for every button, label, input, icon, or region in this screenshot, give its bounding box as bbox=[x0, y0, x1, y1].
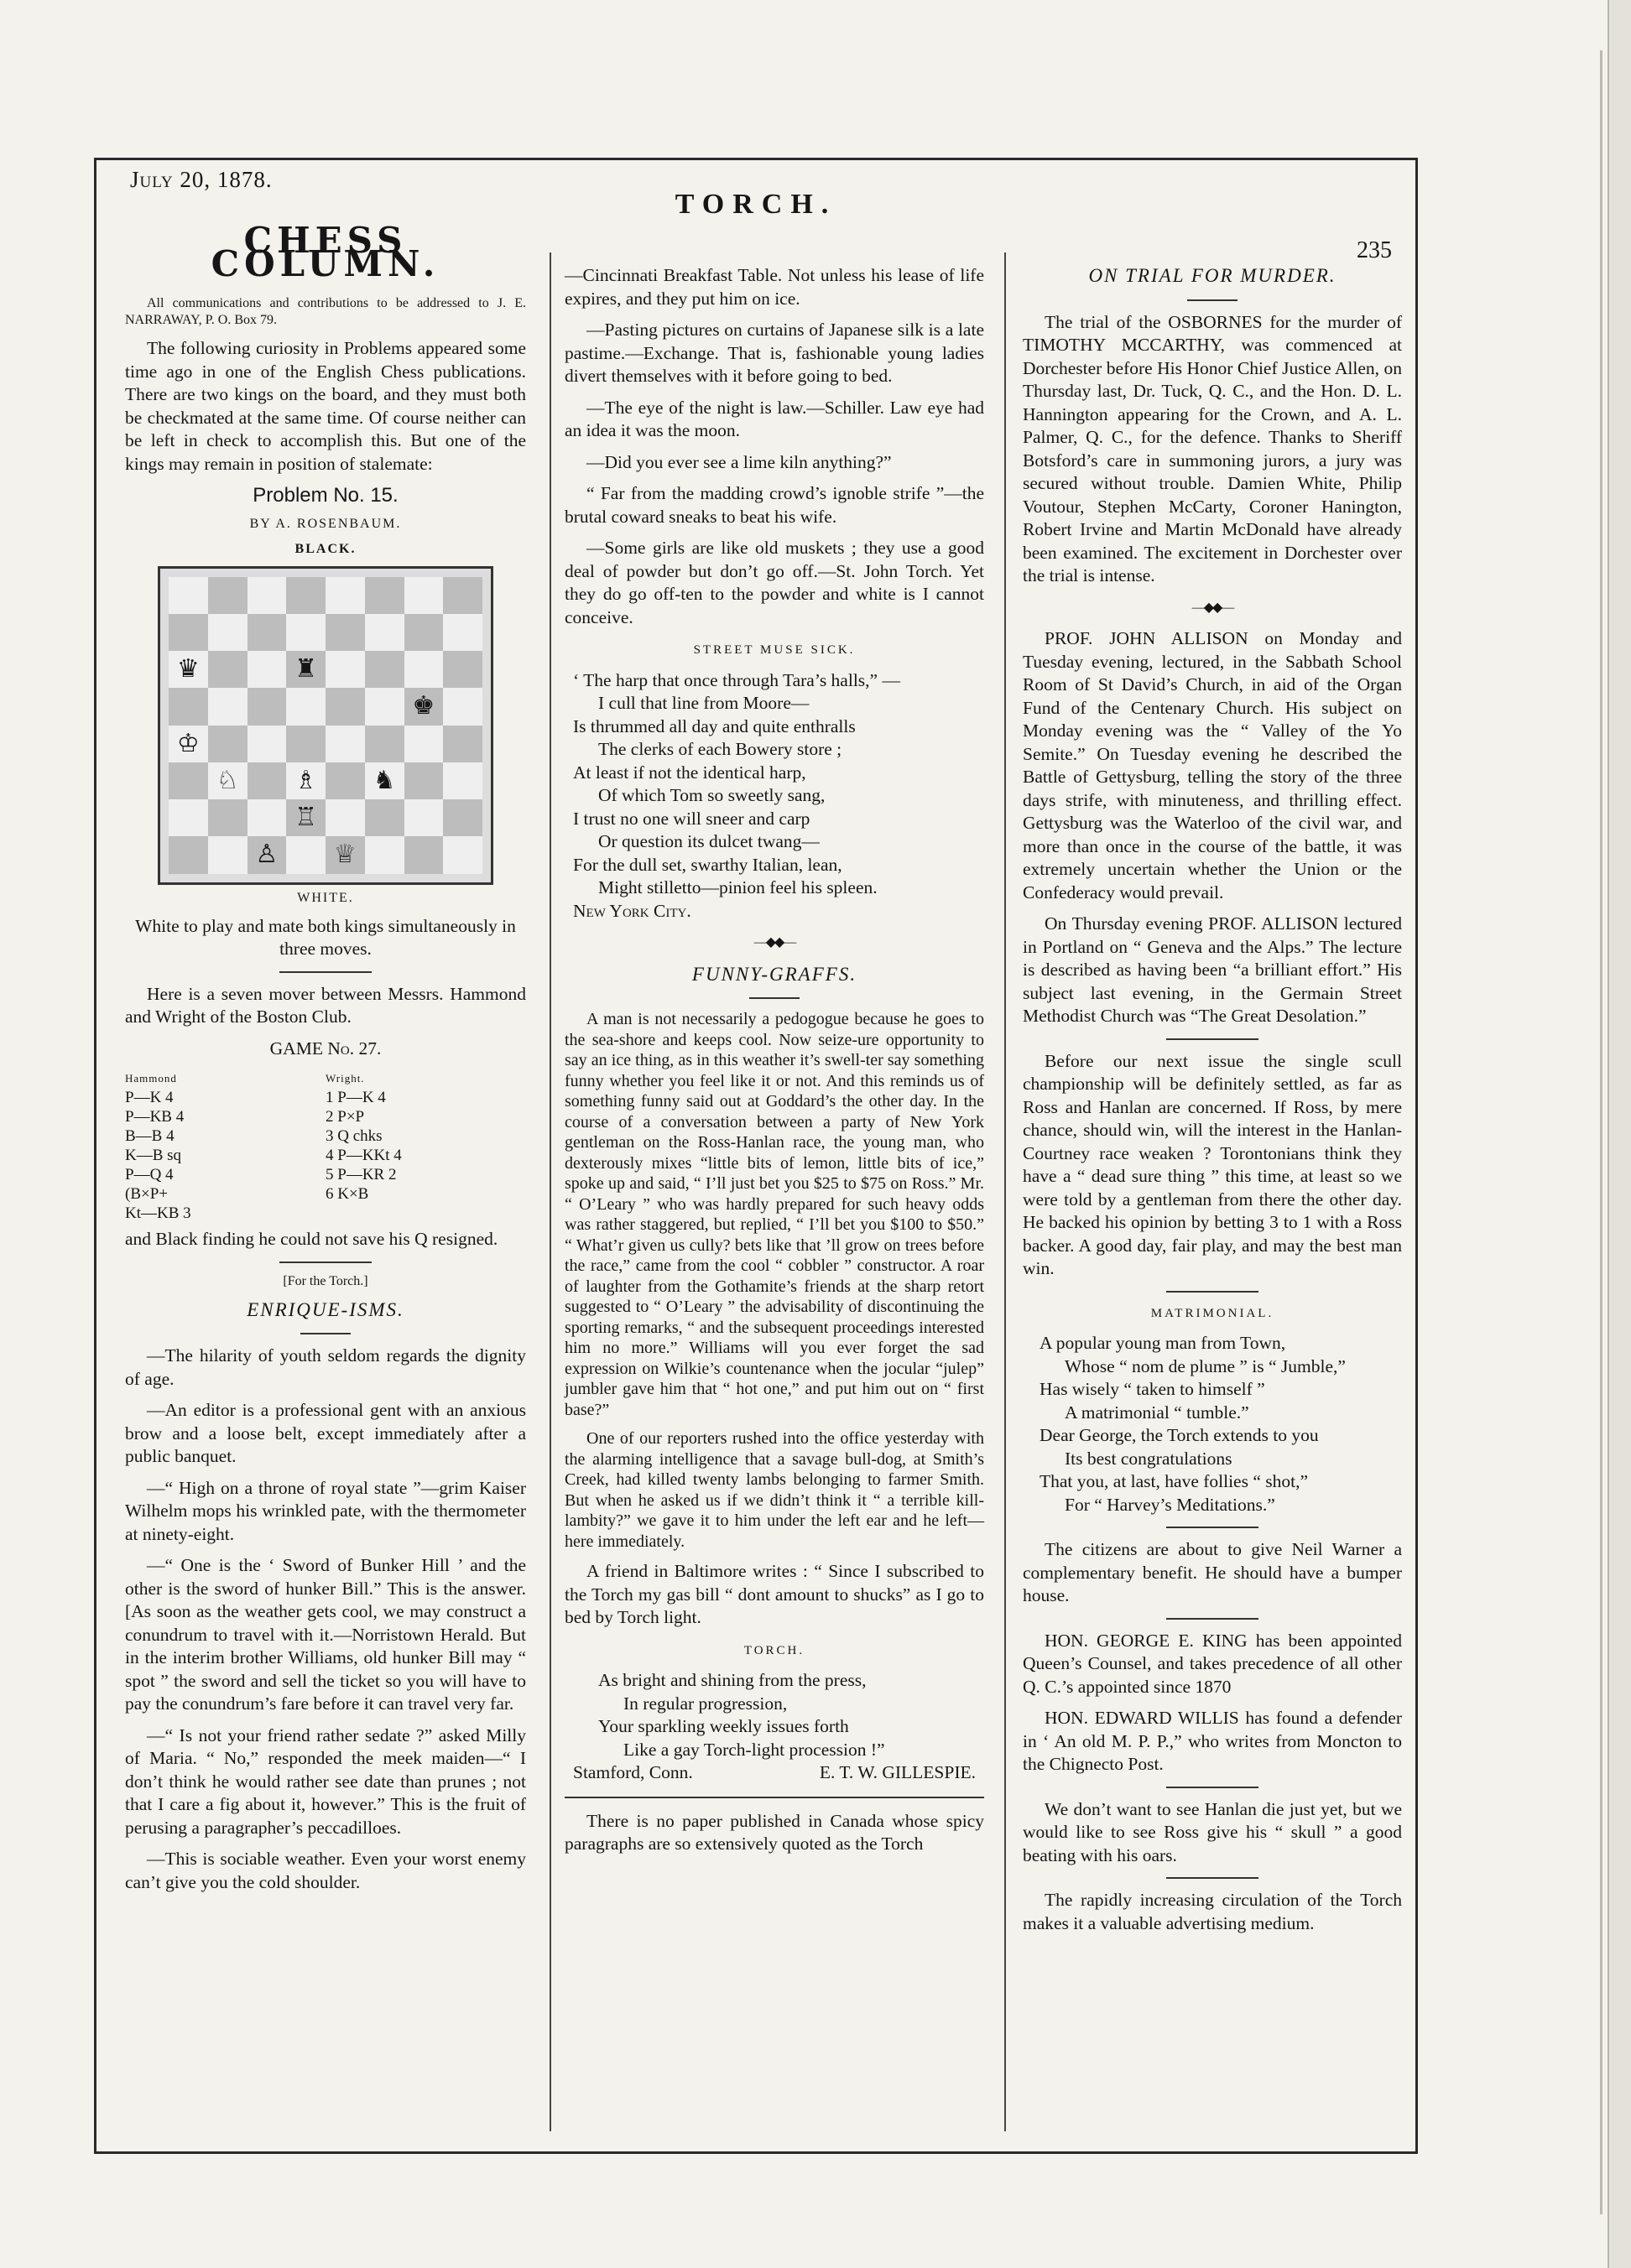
page-number: 235 bbox=[1357, 237, 1392, 263]
verse-line: At least if not the identical harp, bbox=[573, 762, 806, 783]
divider bbox=[1166, 1618, 1258, 1620]
closing-note: There is no paper published in Canada whose spicy paragraphs are so extensively quoted as the Torch bbox=[565, 1810, 984, 1854]
column-miscellany bbox=[565, 264, 984, 1865]
willis-article: HON. EDWARD WILLIS has found a defender in ‘ An old M. P. P.,” who writes from Moncton to the Chignecto Post. bbox=[1023, 1708, 1402, 1774]
verse-line: ‘ The harp that once through Tara’s halls,” — bbox=[573, 669, 900, 690]
verse-line: Its best congratulations bbox=[1065, 1448, 1232, 1469]
game-hammond-head: Hammond bbox=[125, 1072, 177, 1085]
misc-item: —Cincinnati Breakfast Table. Not unless his lease of life expires, and they put him on ice. bbox=[565, 265, 984, 309]
enrique-item: —“ Is not your friend rather sedate ?” asked Milly of Maria. “ No,” responded the meek maiden—“ I don’t think he would rather see date than prunes ; not that I care a fig about it, however.” This is the fruit of perusing a paragrapher’s peccadilloes. bbox=[125, 1724, 526, 1838]
move-h: P—K 4 bbox=[125, 1089, 174, 1106]
matrimonial-heading: MATRIMONIAL. bbox=[1150, 1306, 1274, 1320]
allison-article-2: On Thursday evening PROF. ALLISON lectured in Portland on “ Geneva and the Alps.” The lecture is described as having been “a brilliant effort.” His subject last evening, in the Germain Street Methodist Church was “The Great Desolation.” bbox=[1023, 913, 1402, 1026]
problem-title: Problem No. 15. bbox=[253, 484, 399, 507]
move-h: K—B sq bbox=[125, 1147, 182, 1164]
move-h: Kt—KB 3 bbox=[125, 1204, 191, 1222]
divider bbox=[749, 997, 800, 999]
column-rule-2 bbox=[1004, 252, 1006, 2131]
hanlan-article: We don’t want to see Hanlan die just yet, but we would like to see Ross give his “ skull ” a good beating with his oars. bbox=[1023, 1798, 1402, 1865]
verse-line: I trust no one will sneer and carp bbox=[573, 808, 810, 829]
game-outro: and Black finding he could not save his Q resigned. bbox=[125, 1229, 498, 1249]
enrique-item: —An editor is a professional gent with an anxious brow and a loose belt, except immediately after a public banquet. bbox=[125, 1400, 526, 1466]
move-w: 5 P—KR 2 bbox=[326, 1166, 397, 1183]
scull-article: Before our next issue the single scull championship will be definitely settled, as far as Ross and Hanlan are concerned. If Ross, by mere chance, should win, will the interest in the Hanlan-Courtney race weaken ? Torontonians think they have a “ dead sure thing ” this time, at least so we were told by a gentleman from there the other day. He backed his opinion by betting 3 to 1 with a Ross backer. A good day, fair play, and may the best man win. bbox=[1023, 1050, 1402, 1278]
section-ornament: —◆◆— bbox=[1191, 600, 1233, 615]
poem-author: E. T. W. GILLESPIE. bbox=[819, 1762, 976, 1782]
misc-item: “ Far from the madding crowd’s ignoble strife ”—the brutal coward sneaks to beat his wife. bbox=[565, 483, 984, 527]
warner-article: The citizens are about to give Neil Warner a complementary benefit. He should have a bumper house. bbox=[1023, 1539, 1402, 1605]
game-wright-head: Wright. bbox=[326, 1072, 365, 1085]
game-intro: Here is a seven mover between Messrs. Hammond and Wright of the Boston Club. bbox=[125, 983, 526, 1027]
page-fold-line bbox=[1600, 50, 1602, 2214]
allison-article: PROF. JOHN ALLISON on Monday and Tuesday evening, lectured, in the Sabbath School Room of St David’s Church, in aid of the Organ Fund of the Centenary Church. His subject on Monday evening was the “ Valley of the Yo Semite.” On Tuesday evening he described the Battle of Gettysburg, telling the story of the three days strife, with minuteness, and thrilling effect. Gettysburg was the Waterloo of the civil war, and more than once in the course of the battle, it was extremely uncertain whether the Union or the Confederacy would prevail. bbox=[1023, 628, 1402, 903]
move-h: B—B 4 bbox=[125, 1127, 175, 1145]
verse-line: Like a gay Torch-light procession !” bbox=[623, 1739, 885, 1760]
verse-line: A matrimonial “ tumble.” bbox=[1065, 1402, 1249, 1423]
newspaper-page bbox=[94, 158, 1418, 2154]
verse-line: As bright and shining from the press, bbox=[598, 1670, 867, 1690]
poem-place: Stamford, Conn. bbox=[573, 1762, 693, 1782]
verse-line: For “ Harvey’s Meditations.” bbox=[1065, 1494, 1275, 1515]
enrique-item: —The hilarity of youth seldom regards the dignity of age. bbox=[125, 1345, 526, 1389]
column-rule-1 bbox=[550, 252, 551, 2131]
verse-line: Whose “ nom de plume ” is “ Jumble,” bbox=[1065, 1355, 1346, 1376]
divider bbox=[279, 1261, 372, 1263]
enrique-item: —This is sociable weather. Even your worst enemy can’t give you the cold shoulder. bbox=[125, 1849, 526, 1892]
verse-line: Might stilletto—pinion feel his spleen. bbox=[598, 877, 878, 897]
funny-item: A friend in Baltimore writes : “ Since I subscribed to the Torch my gas bill “ dont amount to shucks” as I go to bed by Torch light. bbox=[565, 1561, 984, 1627]
trial-article: The trial of the OSBORNES for the murder of TIMOTHY MCCARTHY, was commenced at Dorchester before His Honor Chief Justice Allen, on Thursday last, Dr. Tuck, Q. C., and the Hon. D. L. Hannington appearing for the Crown, and A. L. Palmer, Q. C., for the defence. Thanks to Sheriff Botsford’s care in summoning jurors, a jury was secured without trouble. Damien White, Philip Voutour, Stephen McCarty, Coroner Hanington, Robert Irvine and Martin McDonald have already been examined. The excitement in Dorchester over the trial is intense. bbox=[1023, 311, 1402, 585]
column-news bbox=[1023, 264, 1402, 1943]
king-article: HON. GEORGE E. KING has been appointed Queen’s Counsel, and takes precedence of all other Q. C.’s appointed since 1870 bbox=[1023, 1630, 1402, 1697]
page-edge bbox=[1608, 0, 1631, 2268]
misc-item: —Some girls are like old muskets ; they use a good deal of powder but don’t go off.—St. John Torch. Yet they do go off-ten to the powder and white is I cannot conceive. bbox=[565, 538, 984, 627]
black-queen-piece: ♛ bbox=[169, 651, 208, 688]
for-torch-note: [For the Torch.] bbox=[283, 1273, 368, 1288]
move-w: 2 P×P bbox=[326, 1108, 365, 1126]
street-muse-heading: STREET MUSE SICK. bbox=[693, 643, 856, 657]
game-title: GAME No. 27. bbox=[269, 1038, 382, 1059]
verse-line: Of which Tom so sweetly sang, bbox=[598, 785, 826, 805]
verse-line: The clerks of each Bowery store ; bbox=[598, 739, 842, 759]
masthead-title: TORCH. bbox=[675, 189, 837, 220]
circulation-article: The rapidly increasing circulation of the Torch makes it a valuable advertising medium. bbox=[1023, 1890, 1402, 1933]
funny-graffs-heading: FUNNY-GRAFFS. bbox=[691, 963, 857, 985]
verse-signature: New York City. bbox=[573, 900, 691, 921]
enrique-item: —“ One is the ‘ Sword of Bunker Hill ’ and the other is the sword of hunker Bill.” This is the answer. [As soon as the weather gets cool, we may construct a conundrum to travel with it.—Norristown Herald. But in the interim brother Williams, old hunker Bill may “ spot ” the sword and sell the ticket so you will have to pay the conundrum’s fare before it can travel very far. bbox=[125, 1555, 526, 1714]
verse-line: A popular young man from Town, bbox=[1040, 1333, 1286, 1353]
divider bbox=[279, 971, 372, 973]
funny-item: One of our reporters rushed into the office yesterday with the alarming intelligence that a savage bull-dog, at Smith’s Creek, had killed twenty lambs belonging to farmer Smith. But when he asked us if we didn’t think it “ a terrible kill-lambity?” we gave it to him under the left ear and he left—here immediately. bbox=[565, 1429, 984, 1551]
divider bbox=[1187, 299, 1238, 301]
column-chess bbox=[125, 220, 526, 1902]
black-label: BLACK. bbox=[294, 541, 357, 556]
problem-author: BY A. ROSENBAUM. bbox=[249, 516, 402, 531]
game-moves bbox=[125, 1069, 526, 1223]
verse-line: Or question its dulcet twang— bbox=[598, 831, 820, 851]
problem-caption: White to play and mate both kings simultaneously in three moves. bbox=[135, 915, 516, 959]
verse-line: Dear George, the Torch extends to you bbox=[1040, 1425, 1319, 1445]
verse-line: For the dull set, swarthy Italian, lean, bbox=[573, 854, 842, 875]
divider bbox=[1166, 1038, 1258, 1040]
chess-intro: The following curiosity in Problems appeared some time ago in one of the English Chess publications. There are two kings on the board, and they must both be checkmated at the same time. Of course neither can be left in check to accomplish this. But one of the kings may remain in position of stalemate: bbox=[125, 338, 526, 474]
verse-line: Is thrummed all day and quite enthralls bbox=[573, 715, 856, 736]
section-ornament: —◆◆— bbox=[753, 935, 795, 949]
move-h: P—Q 4 bbox=[125, 1166, 174, 1183]
misc-item: —Did you ever see a lime kiln anything?” bbox=[586, 451, 892, 472]
move-h: P—KB 4 bbox=[125, 1108, 185, 1126]
misc-item: —The eye of the night is law.—Schiller. Law eye had an idea it was the moon. bbox=[565, 397, 984, 440]
issue-date: July 20, 1878. bbox=[130, 167, 273, 192]
black-king-piece: ♚ bbox=[404, 688, 444, 725]
divider bbox=[1166, 1291, 1258, 1293]
move-w: 6 K×B bbox=[326, 1185, 369, 1203]
verse-line: That you, at last, have follies “ shot,” bbox=[1040, 1471, 1309, 1491]
funny-item: A man is not necessarily a pedogogue because he goes to the sea-shore and keeps cool. Now seize-ure opportunity to say an ice thing, as in this weather it’s swell-ter say something funny whether you feel like it or not. And this reminds us of something funny said out at Goddard’s the other day. In the course of a conversation between a party of New York gentleman on the Ross-Hanlan race, the young man, who dexterously mixes “little bits of lemon, little bits of ice,” spoke up and said, “ I’ll just bet you $25 to $75 on Ross.” Mr. “ O’Leary ” who was hardly prepared for such heavy odds was rather staggered, but replied, “ I’ll bet you $100 to $50.” “ What’r given us cully? bets like that ’ll grow on trees before the race,” came from the cool “ cobbler ” constructor. A roar of laughter from the Gothamite’s friends at the sharp retort suggested to “ O’Leary ” the advisability of discontinuing the sporting remarks, “ and the subsequent proceedings interested him no more.” Williams will you ever forget the sad expression on Wilkie’s countenance when the jocular “julep” jumbler gave him that “ hot one,” and put him out on “ first base?” bbox=[565, 1010, 984, 1419]
move-w: 4 P—KKt 4 bbox=[326, 1147, 402, 1164]
enrique-heading: ENRIQUE-ISMS. bbox=[247, 1298, 404, 1320]
move-h: (B×P+ bbox=[125, 1185, 168, 1203]
divider bbox=[300, 1333, 351, 1334]
move-w: 3 Q chks bbox=[326, 1127, 383, 1145]
divider bbox=[1166, 1877, 1258, 1879]
verse-line: Your sparkling weekly issues forth bbox=[598, 1716, 849, 1736]
chess-board-diagram: ♛ ♜ ♚ ♔ ♘ ♗ ♞ ♖ ♙ ♕ bbox=[158, 566, 493, 885]
trial-heading: ON TRIAL FOR MURDER. bbox=[1088, 265, 1337, 286]
verse-line: Has wisely “ taken to himself ” bbox=[1040, 1379, 1265, 1399]
chess-notice: All communications and contributions to be addressed to J. E. NARRAWAY, P. O. Box 79. bbox=[125, 296, 526, 327]
white-label: WHITE. bbox=[297, 890, 354, 905]
white-king-piece: ♔ bbox=[169, 726, 208, 762]
divider bbox=[565, 1797, 984, 1798]
verse-line: I cull that line from Moore— bbox=[598, 693, 810, 713]
divider bbox=[1166, 1787, 1258, 1788]
enrique-item: —“ High on a throne of royal state ”—grim Kaiser Wilhelm mops his wrinkled pate, with the thermometer at ninety-eight. bbox=[125, 1477, 526, 1544]
divider bbox=[1166, 1527, 1258, 1528]
chess-column-heading: CHESS COLUMN. bbox=[211, 220, 440, 284]
move-w: 1 P—K 4 bbox=[326, 1089, 386, 1106]
torch-poem-heading: TORCH. bbox=[743, 1643, 805, 1657]
misc-item: —Pasting pictures on curtains of Japanese silk is a late pastime.—Exchange. That is, fashionable young ladies divert themselves with it before going to bed. bbox=[565, 320, 984, 386]
verse-line: In regular progression, bbox=[623, 1693, 788, 1714]
